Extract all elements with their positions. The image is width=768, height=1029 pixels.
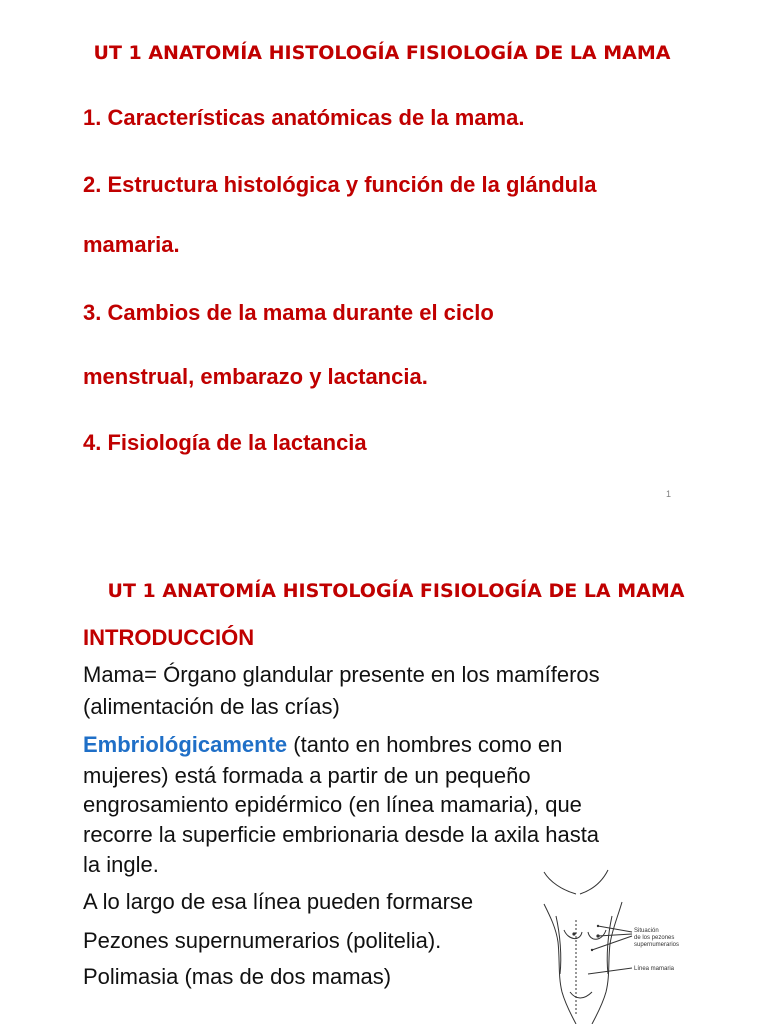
section-heading: INTRODUCCIÓN (83, 625, 255, 650)
list-item: 1. Características anatómicas de la mama. (83, 105, 525, 130)
body-text: mujeres) está formada a partir de un pequeño (83, 763, 531, 788)
page-number: 1 (666, 489, 672, 499)
figure-label: Situación (634, 928, 659, 934)
slide-title: UT 1 ANATOMÍA HISTOLOGÍA FISIOLOGÍA DE LA MAMA (93, 42, 671, 64)
slide-2 (0, 512, 768, 1024)
body-text: recorre la superficie embrionaria desde la axila hasta (83, 822, 600, 847)
body-text: (alimentación de las crías) (83, 694, 340, 719)
list-item: 3. Cambios de la mama durante el ciclo (83, 300, 494, 325)
figure-label: supernumerarios (634, 942, 680, 948)
slide-1 (0, 0, 768, 512)
list-item: mamaria. (83, 232, 180, 257)
figure-label: de los pezones (634, 935, 675, 941)
list-item: 4. Fisiología de la lactancia (83, 430, 367, 455)
slide-title: UT 1 ANATOMÍA HISTOLOGÍA FISIOLOGÍA DE LA MAMA (107, 580, 685, 602)
body-text: (tanto en hombres como en (287, 732, 563, 757)
body-text: la ingle. (83, 852, 159, 877)
body-text: Mama= Órgano glandular presente en los mamíferos (83, 662, 600, 687)
body-text-embryo (83, 732, 562, 758)
highlight-term: Embriológicamente (83, 732, 288, 757)
body-text: Polimasia (mas de dos mamas) (83, 964, 392, 989)
body-text: engrosamiento epidérmico (en línea mamaria), que (83, 792, 582, 817)
list-item: 2. Estructura histológica y función de la glándula (83, 172, 597, 197)
body-text: Pezones supernumerarios (politelia). (83, 928, 442, 953)
torso-diagram (536, 864, 706, 1024)
figure-label: Línea mamaria (634, 966, 675, 972)
list-item: menstrual, embarazo y lactancia. (83, 364, 428, 389)
body-text: A lo largo de esa línea pueden formarse (83, 889, 474, 914)
mammary-line-illustration (536, 864, 706, 1024)
